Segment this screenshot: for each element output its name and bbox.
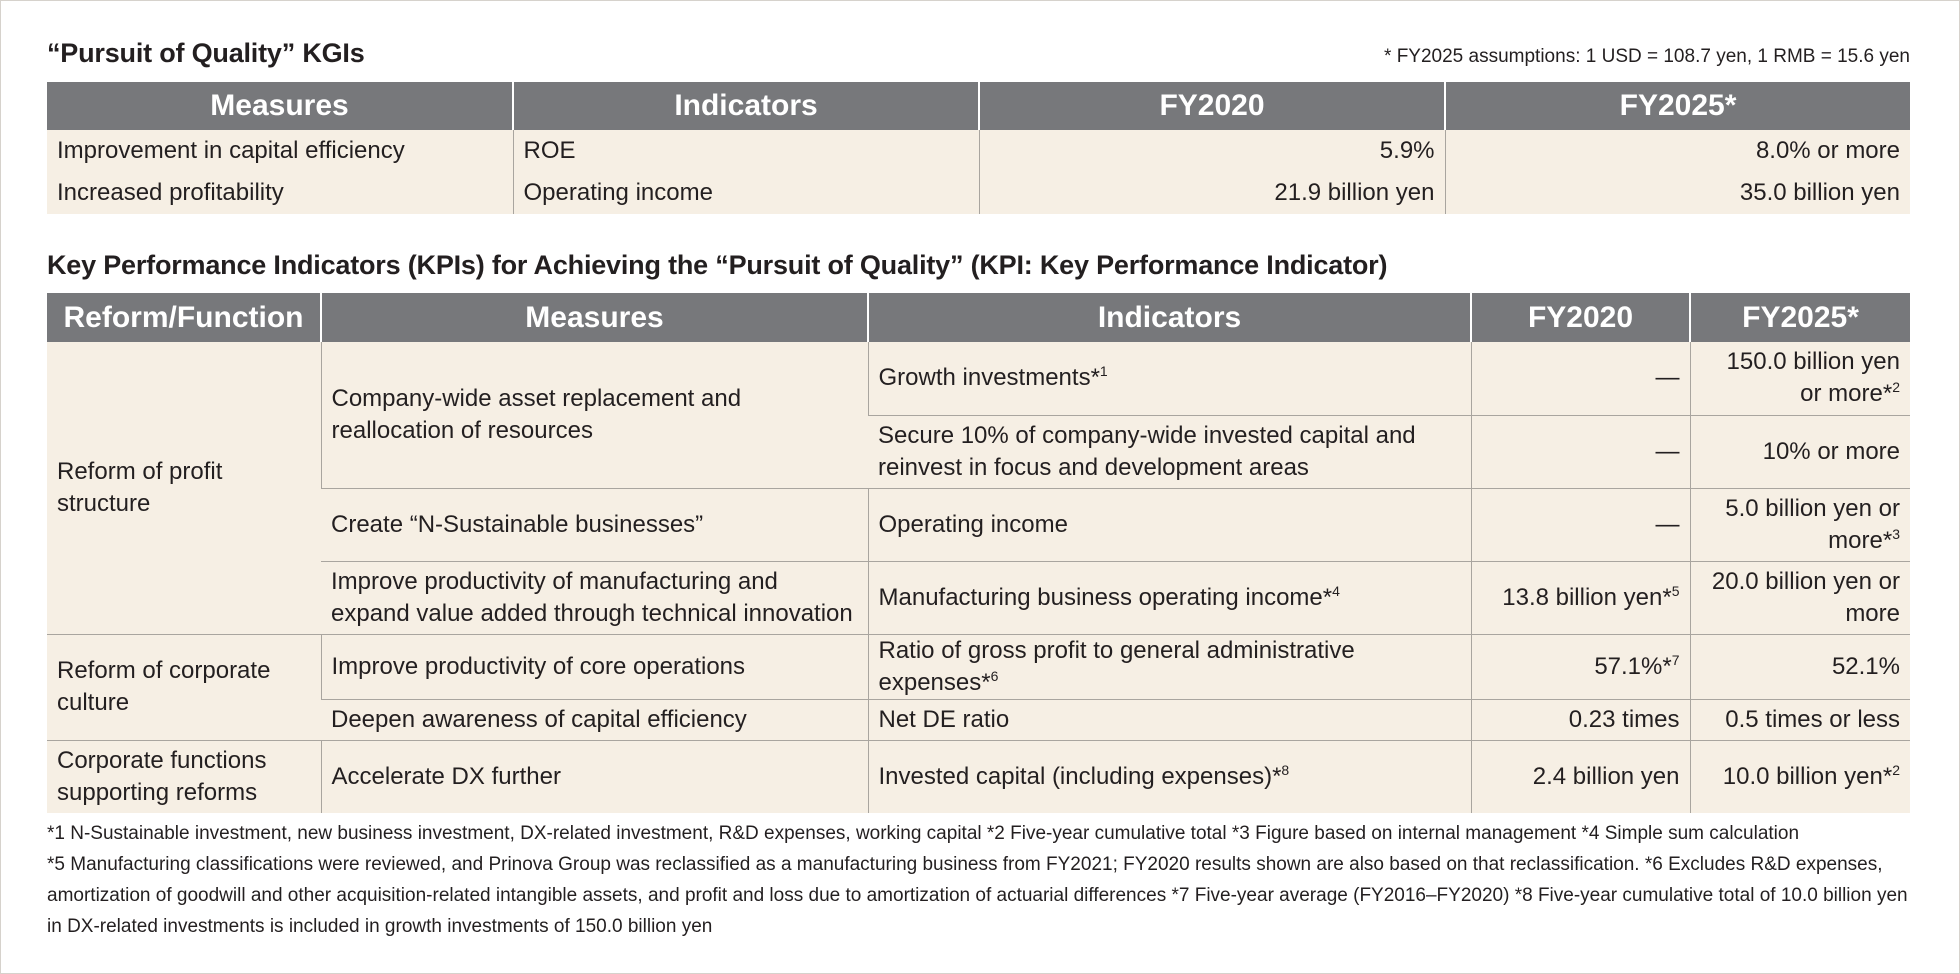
kpi-indicator-cell: Manufacturing business operating income*$^4$ [868,561,1471,634]
kgi-header-indicators: Indicators [513,82,979,130]
kpi-fy2020-cell: — [1471,415,1690,488]
kpi-fy2020-cell: 2.4 billion yen [1471,740,1690,813]
kpi-header-fy2025: FY2025* [1690,293,1910,342]
kpi-header-indicators: Indicators [868,293,1471,342]
kgi-indicator-cell: Operating income [513,172,979,214]
kpi-fy2020-cell: 0.23 times [1471,699,1690,740]
kgi-fy2025-cell: 35.0 billion yen [1445,172,1910,214]
table-row [47,740,1910,813]
kpi-measure-cell: Company-wide asset replacement and reallocation of resources [321,342,868,488]
kpi-title: Key Performance Indicators (KPIs) for Achieving the “Pursuit of Quality” (KPI: Key Performance Indicator) [47,250,1388,280]
kgi-header [47,38,1910,74]
kpi-header-row [47,293,1910,342]
kpi-fy2025-cell: 5.0 billion yen or more*$^3$ [1690,488,1910,561]
kgi-assumption-note: * FY2025 assumptions: 1 USD = 108.7 yen, 1 RMB = 15.6 yen [1384,46,1910,67]
table-row [47,634,1910,699]
kgi-indicator-cell: ROE [513,130,979,172]
kgi-header-row [47,82,1910,130]
kgi-header-fy2025: FY2025* [1445,82,1910,130]
kgi-table [47,82,1910,214]
kpi-measure-cell: Accelerate DX further [321,740,868,813]
kpi-fy2020-cell: 13.8 billion yen*$^5$ [1471,561,1690,634]
kpi-indicator-cell: Operating income [868,488,1471,561]
kgi-fy2025-cell: 8.0% or more [1445,130,1910,172]
footnote-line: *5 Manufacturing classifications were reviewed, and Prinova Group was reclassified as a manufacturing business from FY2021; FY2020 results shown are also based on that reclassification. *6 Excludes R&D expenses, amortization of goodwill and other acquisition-related intangible assets, and profit and loss due to amortization of actuarial differences *7 Five-year average (FY2016–FY2020) *8 Five-year cumulative total of 10.0 billion yen in DX-related investments is included in growth investments of 150.0 billion yen [47,854,1908,937]
kpi-indicator-cell: Ratio of gross profit to general administrative expenses*$^6$ [868,634,1471,699]
kpi-indicator-cell: Growth investments*$^1$ [868,342,1471,415]
kpi-measure-cell: Create “N-Sustainable businesses” [321,488,868,561]
table-row [47,488,1910,561]
kpi-fy2025-cell: 150.0 billion yen or more*$^2$ [1690,342,1910,415]
kpi-header-measures: Measures [321,293,868,342]
table-row [47,699,1910,740]
kpi-table [47,293,1910,813]
kpi-measure-cell: Improve productivity of manufacturing and expand value added through technical innovation [321,561,868,634]
kpi-reform-cell: Reform of corporate culture [47,634,321,740]
kpi-measure-cell: Deepen awareness of capital efficiency [321,699,868,740]
kpi-fy2020-cell: 57.1%*$^7$ [1471,634,1690,699]
kpi-header-fy2020: FY2020 [1471,293,1690,342]
table-row [47,130,1910,172]
table-row [47,561,1910,634]
kgi-measure-cell: Increased profitability [47,172,513,214]
kpi-fy2025-cell: 20.0 billion yen or more [1690,561,1910,634]
kpi-measure-cell: Improve productivity of core operations [321,634,868,699]
kgi-header-measures: Measures [47,82,513,130]
kpi-reform-cell: Reform of profit structure [47,342,321,634]
kpi-fy2020-cell: — [1471,342,1690,415]
kpi-header-reform: Reform/Function [47,293,321,342]
footnote-line: *1 N-Sustainable investment, new business investment, DX-related investment, R&D expenses, working capital *2 Five-year cumulative total *3 Figure based on internal management *4 Simple sum calculation [47,823,1800,844]
kgi-header-fy2020: FY2020 [979,82,1445,130]
kgi-measure-cell: Improvement in capital efficiency [47,130,513,172]
footnotes [47,818,1910,942]
kpi-fy2025-cell: 52.1% [1690,634,1910,699]
kgi-title: “Pursuit of Quality” KGIs [47,38,365,68]
kpi-reform-cell: Corporate functions supporting reforms [47,740,321,813]
kpi-fy2020-cell: — [1471,488,1690,561]
kpi-fy2025-cell: 10% or more [1690,415,1910,488]
kpi-indicator-cell: Invested capital (including expenses)*$^8$ [868,740,1471,813]
kpi-fy2025-cell: 0.5 times or less [1690,699,1910,740]
kpi-fy2025-cell: 10.0 billion yen*$^2$ [1690,740,1910,813]
kpi-indicator-cell: Secure 10% of company-wide invested capital and reinvest in focus and development areas [868,415,1471,488]
kgi-fy2020-cell: 5.9% [979,130,1445,172]
kgi-fy2020-cell: 21.9 billion yen [979,172,1445,214]
kpi-indicator-cell: Net DE ratio [868,699,1471,740]
table-row [47,342,1910,415]
table-row [47,172,1910,214]
